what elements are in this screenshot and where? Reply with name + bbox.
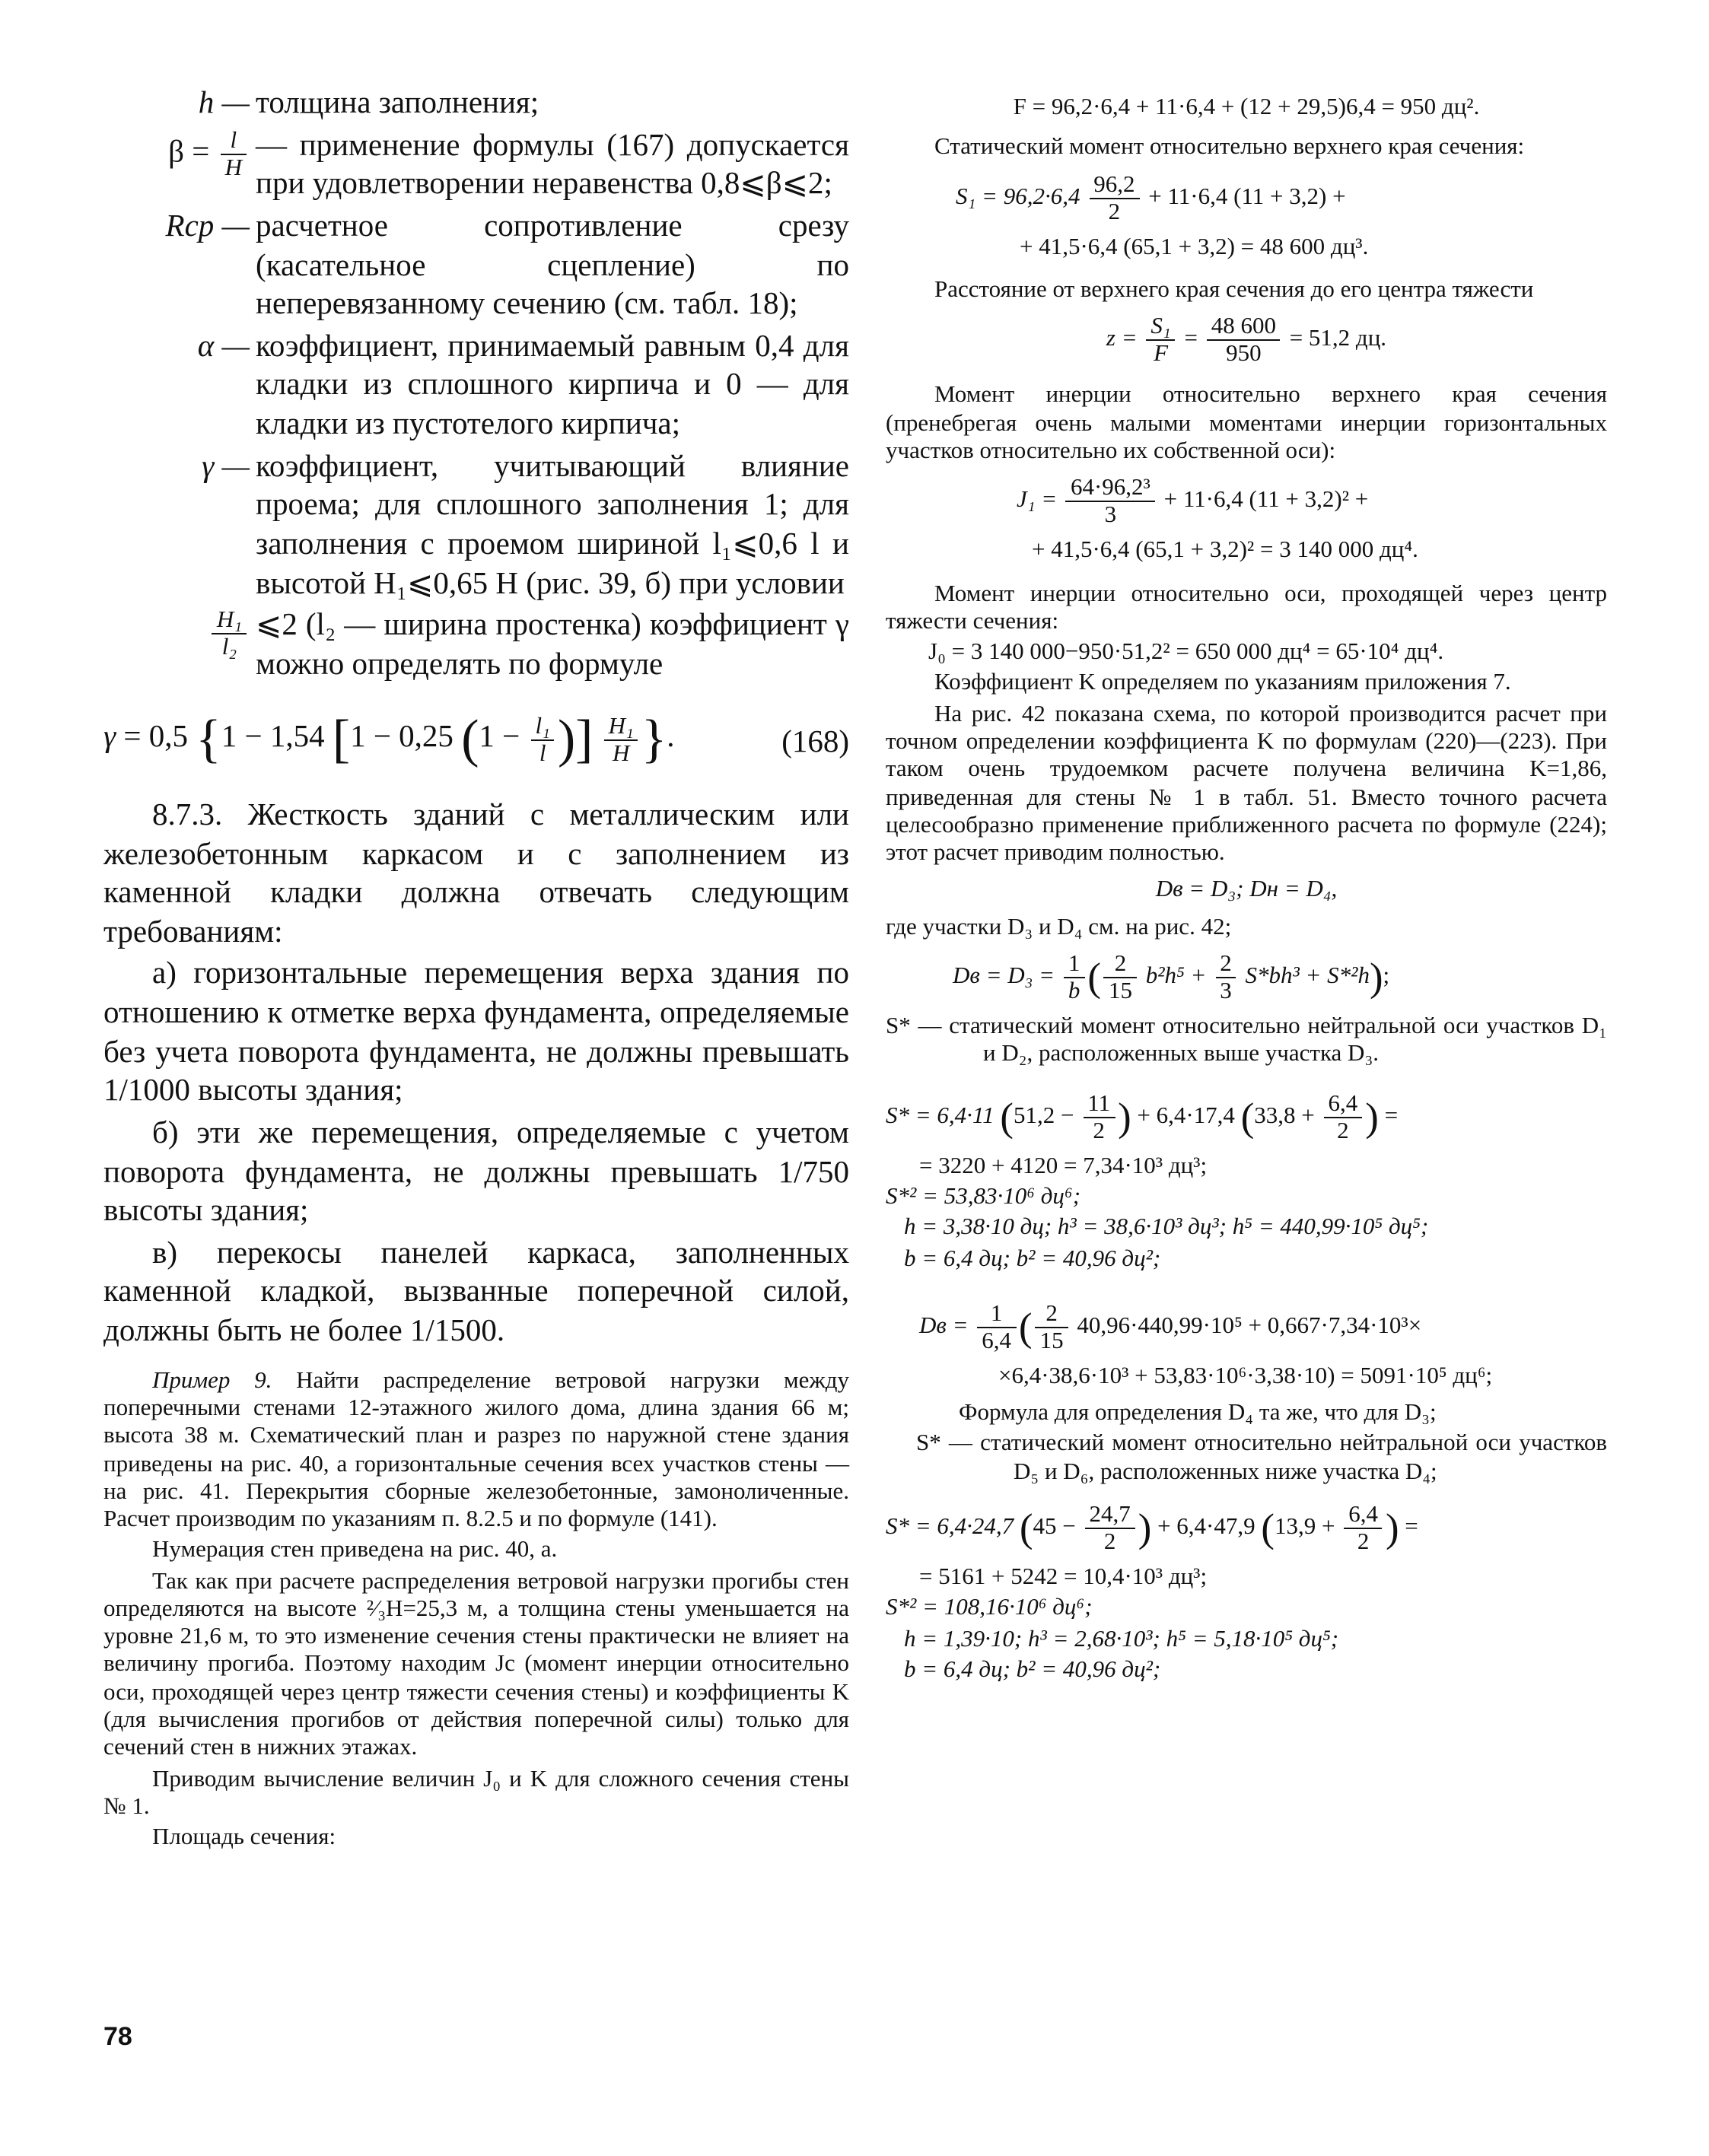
formula-S-star-2-squared: S*² = 108,16·10⁶ дц⁶;: [886, 1595, 1093, 1621]
formula-S-star: S* = 6,4·11 (51,2 − $\frac{11}{2}$ ) + 6,4·17,4 (33,8 + $\frac{6,4}{2}$ ) =: [886, 1090, 1399, 1144]
formula-Dv-numeric-cont: ×6,4·38,6·10³ + 53,83·10⁶·3,38·10) = 5091·10⁵ дц⁶;: [998, 1363, 1493, 1389]
paragraph-8-7-3: 8.7.3. Жесткость зданий с металлическим или железобетонным каркасом и с заполнением из каменной кладки должна отвечать следующим требованиям:: [103, 798, 849, 949]
def-symbol: Rср —: [165, 209, 250, 243]
example-9: [103, 1367, 849, 1534]
formula-z: z = $\frac{\text{S₁}}{F}$ = $\frac{48 600}{950}$ = 51,2 дц.: [1106, 313, 1387, 367]
definition-alpha: [103, 329, 849, 446]
formula-J0: J₀ = 3 140 000−950·51,2² = 650 000 дц⁴ = 65·10⁴ дц⁴.: [928, 639, 1444, 666]
example-text: Найти распределение ветровой нагрузки между поперечными стенами 12-этажного жилого дома, длина здания 66 м; высота 38 м. Схематический план и разрез по наружной стене здания приведены на рис. 40, а горизонтальные сечения всех участков стены — на рис. 41. Перекрытия сборные железобетонные, замоноличенные. Расчет производим по указаниям п. 8.2.5 и по формуле (141).: [103, 1367, 850, 1533]
formula-b-values: b = 6,4 дц; b² = 40,96 дц²;: [904, 1245, 1161, 1271]
formula-Dv: Dв = D₃ = $\frac{1}{b}$ ( $\frac{2}{15}$ b²h⁵ + $\frac{2}{3}$ S*bh³ + S*²h);: [953, 950, 1390, 1004]
formula-Dv-Dn: Dв = D₃; Dн = D₄,: [1155, 876, 1338, 903]
paragraph-calc: Приводим вычисление величин J₀ и K для сложного сечения стены № 1.: [103, 1766, 849, 1820]
formula-h-values-2: h = 1,39·10; h³ = 2,68·10³; h⁵ = 5,18·10⁵ дц⁵;: [904, 1626, 1339, 1652]
formula-h-values: h = 3,38·10 дц; h³ = 38,6·10³ дц³; h⁵ = 440,99·10⁵ дц⁵;: [904, 1214, 1429, 1241]
def-text: коэффициент, принимаемый равным 0,4 для кладки из сплошного кирпича и 0 — для кладки из пустотелого кирпича;: [256, 329, 849, 441]
paragraph-where: где участки D₃ и D₄ см. на рис. 42;: [886, 914, 1232, 940]
definition-S-star: S* — статический момент относительно нейтральной оси участков D₁ и D₂, расположенных выше участка D₃.: [886, 1013, 1607, 1067]
def-symbol: $\frac{\text{H₁}}{\text{l₂}}$: [103, 607, 256, 685]
definition-gamma-cont: [103, 607, 849, 685]
formula-Dv-numeric: Dв = $\frac{1}{6,4}$ ( $\frac{2}{15}$ 40,96·440,99·10⁵ + 0,667·7,34·10³×: [919, 1300, 1422, 1354]
def-text: ⩽2 (l₂ — ширина простенка) коэффициент γ можно определять по формуле: [256, 609, 849, 682]
equation-number: (168): [781, 726, 849, 760]
def-symbol: α —: [197, 329, 250, 364]
formula-S-star-2: S* = 6,4·24,7 (45 − $\frac{24,7}{2}$ ) + 6,4·47,9 (13,9 + $\frac{6,4}{2}$ ) =: [886, 1502, 1418, 1556]
formula-S-star-result: = 3220 + 4120 = 7,34·10³ дц³;: [919, 1153, 1208, 1179]
page-number: 78: [103, 2022, 132, 2051]
def-symbol: γ —: [202, 450, 250, 484]
paragraph-area: Площадь сечения:: [152, 1824, 336, 1851]
formula-S-star-2-result: = 5161 + 5242 = 10,4·10³ дц³;: [919, 1564, 1208, 1591]
formula-S1-cont: + 41,5·6,4 (65,1 + 3,2) = 48 600 дц³.: [1020, 234, 1369, 260]
formula-S-star-squared: S*² = 53,83·10⁶ дц⁶;: [886, 1183, 1081, 1210]
formula-168: γ = 0,5 {1 − 1,54 [1 − 0,25 (1 − $\frac{\text{l₁}}{l}$ )] $\frac{\text{H₁}}{H}$ }. (168): [103, 709, 849, 769]
paragraph-numbering: Нумерация стен приведена на рис. 40, а.: [152, 1537, 558, 1563]
def-text: толщина заполнения;: [256, 87, 539, 120]
paragraph-formula-D4: Формула для определения D₄ та же, что для D₃;: [959, 1400, 1437, 1426]
formula-F: F = 96,2·6,4 + 11·6,4 + (12 + 29,5)6,4 = 950 дц².: [1013, 94, 1480, 120]
requirement-b: б) эти же перемещения, определяемые с учетом поворота фундамента, не должны превышать 1/750 высоты здания;: [103, 1116, 849, 1229]
definition-S-star-2: S* — статический момент относительно нейтральной оси участков D₅ и D₆, расположенных ниже участка D₄;: [916, 1430, 1607, 1485]
formula-J1-cont: + 41,5·6,4 (65,1 + 3,2)² = 3 140 000 дц⁴.: [1032, 537, 1418, 564]
paragraph-fig42: На рис. 42 показана схема, по которой производится расчет при точном определении коэффициента K по формулам (220)—(223). При таком очень трудоемком расчете получена величина K=1,86, приведенная для стены № 1 в табл. 51. Вместо точного расчета целесообразно применение приближенного расчета по формуле (224); этот расчет приводим полностью.: [886, 701, 1607, 867]
requirement-v: в) перекосы панелей каркаса, заполненных каменной кладкой, вызванные поперечной силой, должны быть не более 1/1500.: [103, 1236, 849, 1349]
paragraph-static-moment: Статический момент относительно верхнего края сечения:: [934, 134, 1525, 161]
def-symbol: β = $\frac{l}{H}$: [103, 127, 256, 205]
paragraph-distance: Расстояние от верхнего края сечения до его центра тяжести: [934, 276, 1534, 303]
definition-h: [103, 85, 849, 124]
def-text: коэффициент, учитывающий влияние проема; для сплошного заполнения 1; для заполнения с проемом шириной l₁⩽0,6 l и высотой H₁⩽0,65 H (рис. 39, б) при условии: [256, 450, 849, 600]
formula-b-values-2: b = 6,4 дц; b² = 40,96 дц²;: [904, 1656, 1161, 1683]
definition-rsr: [103, 208, 849, 326]
def-symbol: h —: [198, 87, 250, 120]
paragraph-inertia-2: Момент инерции относительно оси, проходящей через центр тяжести сечения:: [886, 580, 1607, 634]
formula-J1: J₁ = $\frac{\text{64·96,2³}}{3}$ + 11·6,4 (11 + 3,2)² +: [1017, 475, 1369, 529]
requirement-a: а) горизонтальные перемещения верха здания по отношению к отметке верха фундамента, определяемые без учета поворота фундамента, не должны превышать 1/1000 высоты здания;: [103, 957, 849, 1108]
right-column: [886, 85, 1607, 1687]
paragraph-inertia: Момент инерции относительно верхнего края сечения (пренебрегая очень малыми моментами инерции горизонтальных участков относительно их собственной оси):: [886, 382, 1607, 464]
definition-beta: [103, 127, 849, 205]
left-column: [103, 85, 849, 1855]
paragraph-K: Коэффициент K определяем по указаниям приложения 7.: [934, 669, 1511, 696]
formula-S1: S₁ = 96,2·6,4 $\frac{96,2}{2}$ + 11·6,4 (11 + 3,2) +: [956, 171, 1346, 225]
definition-gamma: [103, 448, 849, 604]
paragraph-since: Так как при расчете распределения ветровой нагрузки прогибы стен определяются на высоте ²⁄₃H=25,3 м, а толщина стены уменьшается на уровне 21,6 м, то это изменение сечения стены практически не влияет на величину прогиба. Поэтому находим Jс (момент инерции относительно оси, проходящей через центр тяжести сечения стены) и коэффициенты K (для вычисления прогибов от действия поперечной силы) только для сечений стен в нижних этажах.: [103, 1568, 849, 1761]
def-text: — применение формулы (167) допускается при удовлетворении неравенства 0,8⩽β⩽2;: [256, 129, 849, 202]
def-text: расчетное сопротивление срезу (касательное сцепление) по неперевязанному сечению (см. табл. 18);: [256, 209, 849, 322]
example-title: Пример 9.: [152, 1367, 272, 1394]
